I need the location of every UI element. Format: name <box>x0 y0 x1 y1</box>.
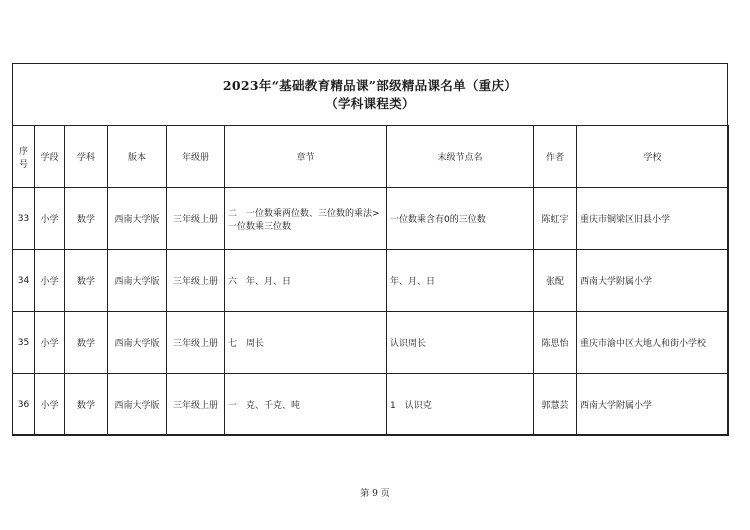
col-header-school: 学校 <box>577 126 729 188</box>
table-subtitle: （学科课程类） <box>325 95 415 111</box>
table-title: 2023年“基础教育精品课”部级精品课名单（重庆） <box>222 77 518 93</box>
cell-grade: 三年级上册 <box>167 188 225 250</box>
cell-school: 西南大学附属小学 <box>577 250 729 312</box>
cell-chapter: 一 克、千克、吨 <box>225 374 387 436</box>
cell-no: 35 <box>13 312 35 374</box>
cell-no: 33 <box>13 188 35 250</box>
col-header-subject: 学科 <box>65 126 108 188</box>
cell-school: 重庆市渝中区大地人和街小学校 <box>577 312 729 374</box>
col-header-no: 序号 <box>13 126 35 188</box>
cell-author: 陈虹宇 <box>534 188 577 250</box>
table-row <box>13 312 729 374</box>
cell-school: 西南大学附属小学 <box>577 374 729 436</box>
col-header-stage: 学段 <box>35 126 65 188</box>
col-header-grade: 年级册 <box>167 126 225 188</box>
cell-chapter: 六 年、月、日 <box>225 250 387 312</box>
cell-edition: 西南大学版 <box>108 374 167 436</box>
cell-stage: 小学 <box>35 374 65 436</box>
cell-chapter: 七 周长 <box>225 312 387 374</box>
cell-edition: 西南大学版 <box>108 250 167 312</box>
course-table <box>12 125 729 436</box>
course-list-table-frame <box>12 63 728 435</box>
cell-subject: 数学 <box>65 312 108 374</box>
cell-grade: 三年级上册 <box>167 374 225 436</box>
table-row <box>13 250 729 312</box>
col-header-chapter: 章节 <box>225 126 387 188</box>
cell-stage: 小学 <box>35 188 65 250</box>
table-title-block <box>13 64 727 126</box>
table-row <box>13 188 729 250</box>
table-row <box>13 374 729 436</box>
cell-node: 年、月、日 <box>387 250 534 312</box>
cell-author: 郭慧芸 <box>534 374 577 436</box>
cell-chapter: 二 一位数乘两位数、三位数的乘法>一位数乘三位数 <box>225 188 387 250</box>
table-header-row <box>13 126 729 188</box>
cell-subject: 数学 <box>65 188 108 250</box>
col-header-node: 末级节点名 <box>387 126 534 188</box>
cell-edition: 西南大学版 <box>108 312 167 374</box>
col-header-author: 作者 <box>534 126 577 188</box>
cell-grade: 三年级上册 <box>167 312 225 374</box>
col-header-edition: 版本 <box>108 126 167 188</box>
cell-school: 重庆市铜梁区旧县小学 <box>577 188 729 250</box>
cell-author: 张配 <box>534 250 577 312</box>
cell-subject: 数学 <box>65 250 108 312</box>
cell-no: 34 <box>13 250 35 312</box>
cell-subject: 数学 <box>65 374 108 436</box>
cell-stage: 小学 <box>35 312 65 374</box>
cell-edition: 西南大学版 <box>108 188 167 250</box>
cell-grade: 三年级上册 <box>167 250 225 312</box>
page-number: 第 9 页 <box>360 489 390 499</box>
cell-node: 1 认识克 <box>387 374 534 436</box>
cell-node: 一位数乘含有0的三位数 <box>387 188 534 250</box>
cell-author: 陈思怡 <box>534 312 577 374</box>
cell-stage: 小学 <box>35 250 65 312</box>
cell-no: 36 <box>13 374 35 436</box>
cell-node: 认识周长 <box>387 312 534 374</box>
